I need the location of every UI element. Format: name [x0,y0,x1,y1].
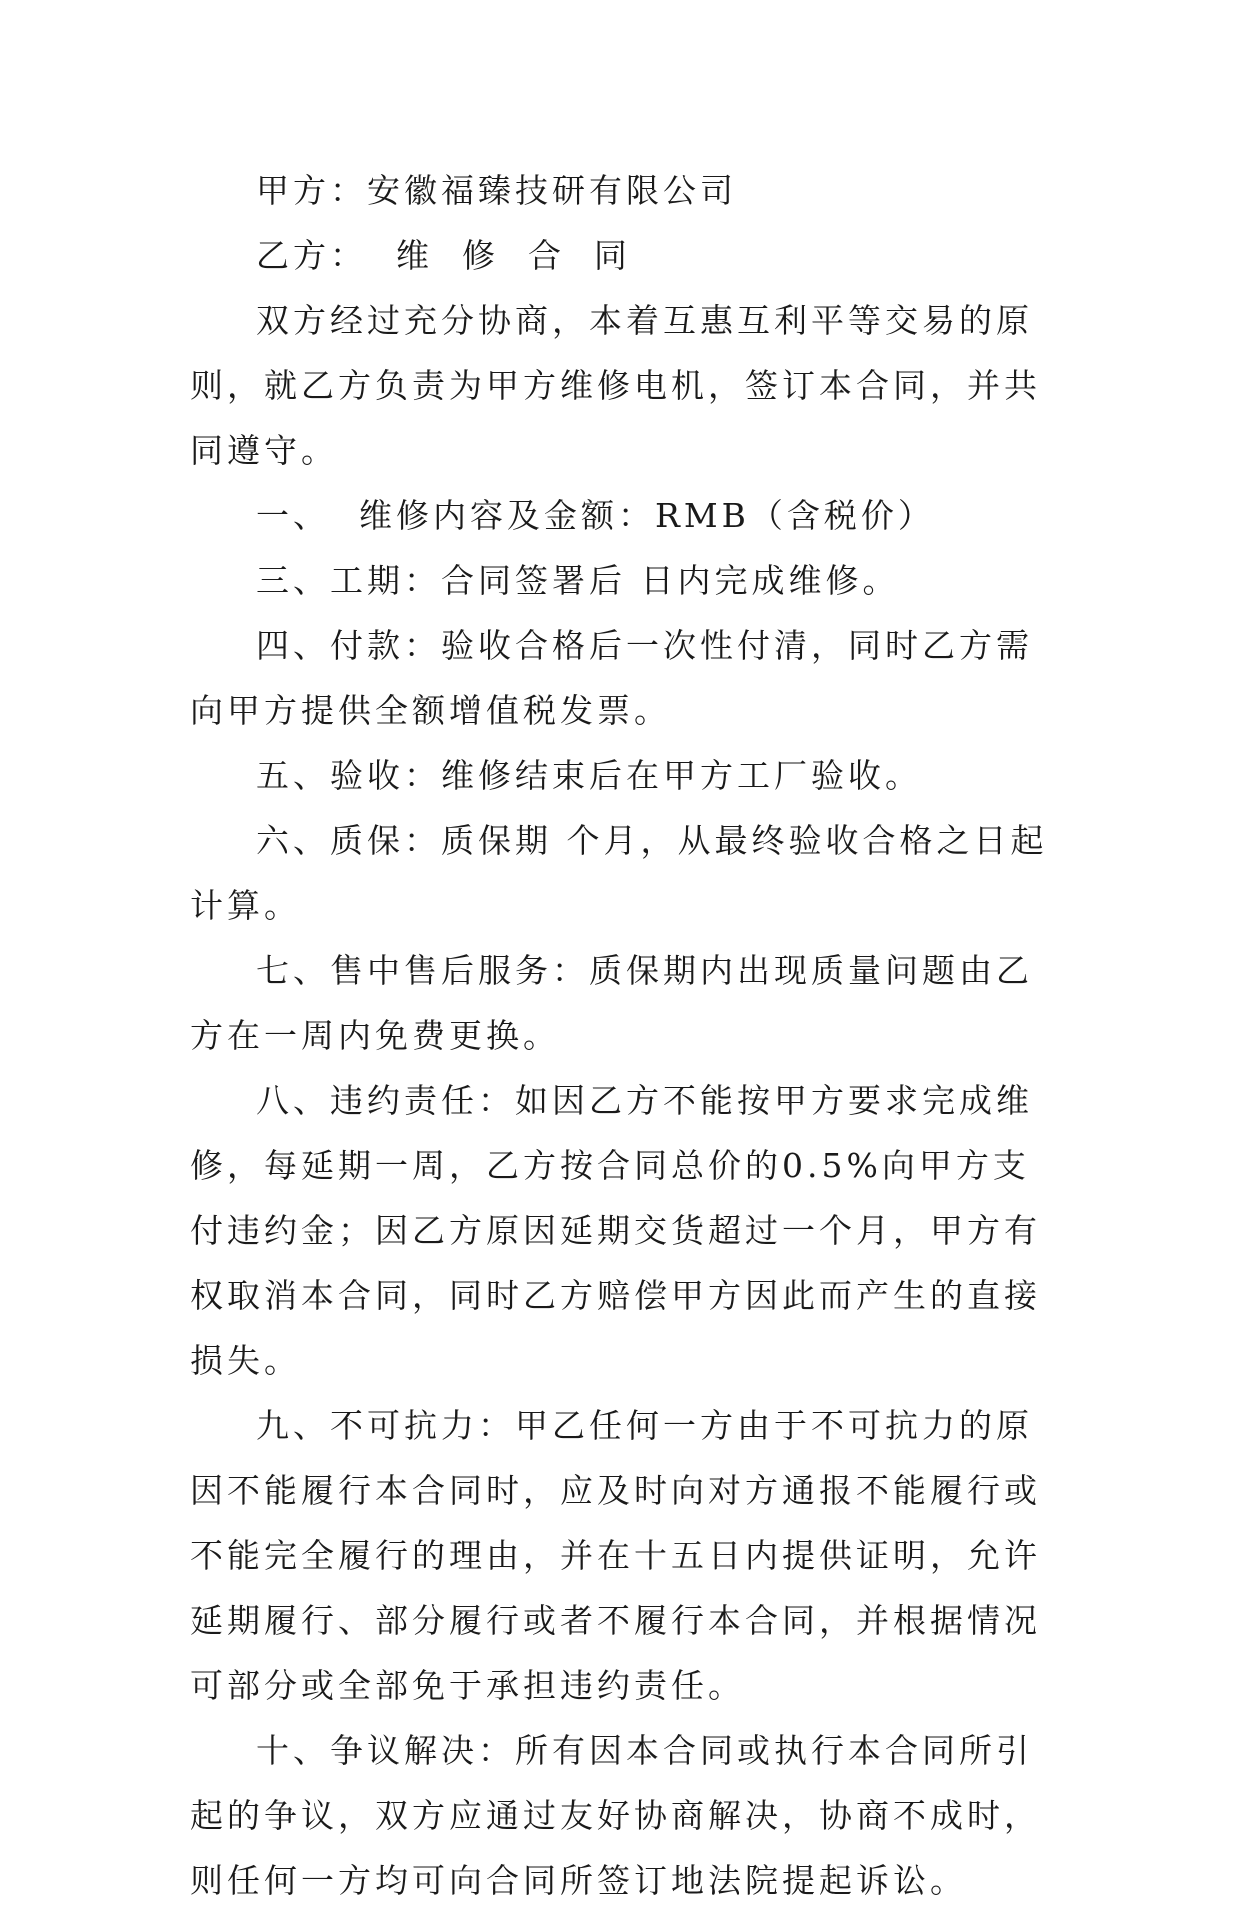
party-a-line: 甲方：安徽福臻技研有限公司 [256,171,737,210]
clause-9-force-majeure: 九、不可抗力：甲乙任何一方由于不可抗力的原因不能履行本合同时，应及时向对方通报不能履行或不能完全履行的理由，并在十五日内提供证明，允许延期履行、部分履行或者不履行本合同，并根据情况可部分或全部免于承担违约责任。 [190,1406,1041,1705]
clause-4-payment: 四、付款：验收合格后一次性付清，同时乙方需向甲方提供全额增值税发票。 [190,626,1033,730]
clause-5-acceptance: 五、验收：维修结束后在甲方工厂验收。 [256,756,922,795]
clause-10-dispute: 十、争议解决：所有因本合同或执行本合同所引起的争议，双方应通过友好协商解决，协商不成时，则任何一方均可向合同所签订地法院提起诉讼。 [190,1731,1041,1900]
clause-7-service: 七、售中售后服务：质保期内出现质量问题由乙方在一周内免费更换。 [190,951,1033,1055]
party-b-line: 乙方： 维 修 合 同 [256,236,631,275]
clause-1-content-amount: 一、 维修内容及金额：RMB（含税价） [256,496,935,535]
clause-8-liability: 八、违约责任：如因乙方不能按甲方要求完成维修，每延期一周，乙方按合同总价的0.5%向甲方支付违约金；因乙方原因延期交货超过一个月，甲方有权取消本合同，同时乙方赔偿甲方因此而产生的直接损失。 [190,1081,1041,1380]
clause-6-warranty: 六、质保：质保期 个月，从最终验收合格之日起计算。 [190,821,1048,925]
contract-body [190,158,1060,1913]
clause-3-schedule: 三、工期：合同签署后 日内完成维修。 [256,561,900,600]
intro-paragraph: 双方经过充分协商，本着互惠互利平等交易的原则，就乙方负责为甲方维修电机，签订本合同，并共同遵守。 [190,301,1041,470]
